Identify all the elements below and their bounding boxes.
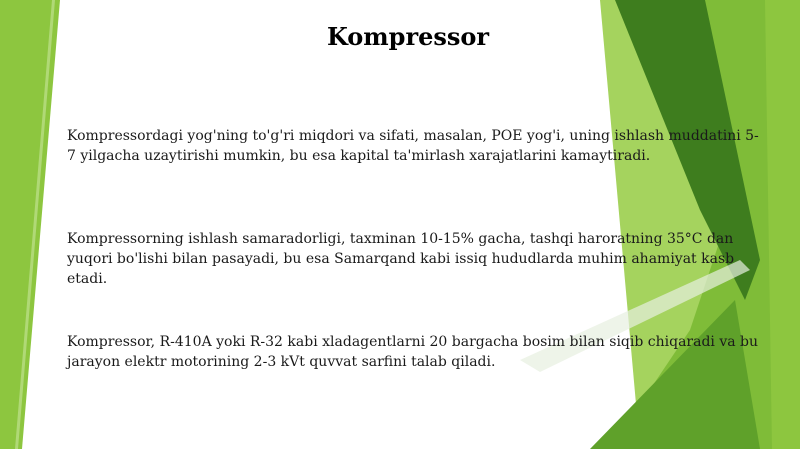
slide-title: Kompressor bbox=[326, 22, 490, 51]
paragraph-oil-quality: Kompressordagi yog'ning to'g'ri miqdori va sifati, masalan, POE yog'i, uning ishlash muddatini 5-7 yilgacha uzaytirishi mumkin, bu esa kapital ta'mirlash xarajatlarini kamaytiradi. bbox=[67, 128, 759, 164]
paragraph-refrigerant-pressure: Kompressor, R-410A yoki R-32 kabi xladagentlarni 20 bargacha bosim bilan siqib chiqaradi va bu jarayon elektr motorining 2-3 kVt quvvat sarfini talab qiladi. bbox=[67, 334, 759, 370]
paragraph-efficiency: Kompressorning ishlash samaradorligi, taxminan 10-15% gacha, tashqi haroratning 35°C dan yuqori bo'lishi bilan pasayadi, bu esa Samarqand kabi issiq hududlarda muhim ahamiyat kasb etadi. bbox=[67, 231, 735, 287]
